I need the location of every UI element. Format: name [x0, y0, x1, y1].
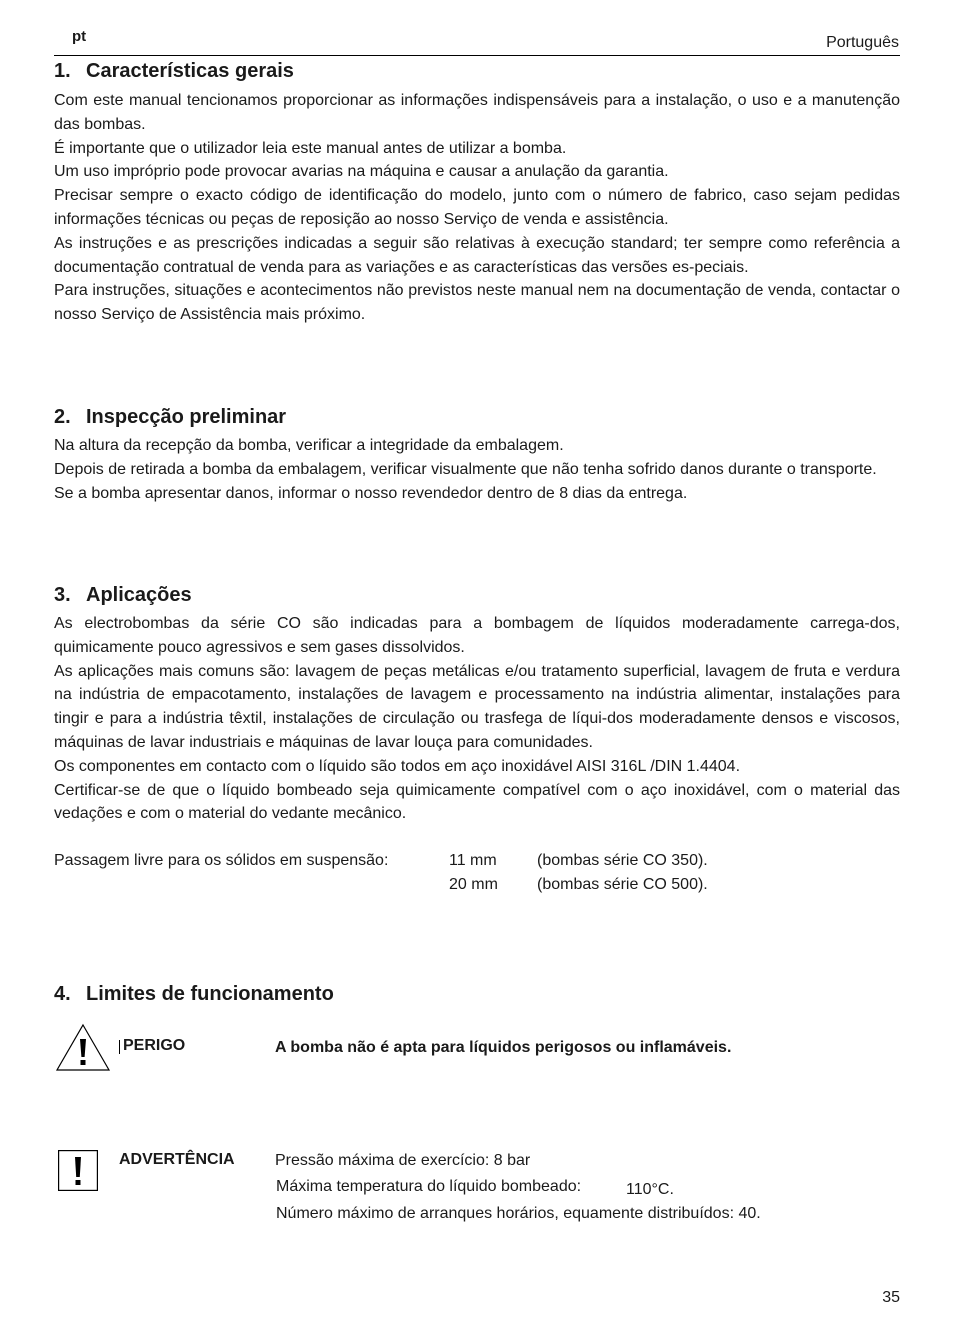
header-rule [54, 55, 900, 56]
section-number: 4. [54, 983, 71, 1005]
warning-exclamation-icon [58, 1150, 98, 1191]
section-1-body [54, 89, 900, 327]
section-title: Limites de funcionamento [86, 983, 334, 1005]
paragraph: As aplicações mais comuns são: lavagem de peças metálicas e/ou tratamento superficial, lavagem de fruta e verdura na indústria de empacotamento, instalações de lavagem e processamento na indústria alimentar, instalações para tingir e para a indústria têxtil, instalações de circulação ou trasfega de líqui-dos moderadamente densos e viscosos, máquinas de lavar industriais e máquinas de lavar louça para comunidades. [54, 662, 900, 751]
paragraph: Na altura da recepção da bomba, verificar a integridade da embalagem. [54, 437, 564, 454]
danger-text: A bomba não é apta para líquidos perigosos ou inflamáveis. [275, 1039, 732, 1056]
passage-note: (bombas série CO 350). [537, 852, 708, 869]
paragraph: As electrobombas da série CO são indicadas para a bombagem de líquidos moderadamente carrega-dos, quimicamente pouco agressivos e sem gases dissolvidos. [54, 615, 900, 656]
section-3-body [54, 612, 900, 826]
danger-triangle-icon [55, 1023, 111, 1072]
paragraph: Para instruções, situações e acontecimentos não previstos neste manual nem na documentação de venda, contactar o nosso Serviço de Assistência mais próximo. [54, 282, 900, 324]
section-title: Aplicações [86, 584, 192, 606]
passage-size: 20 mm [449, 876, 498, 893]
section-2-heading [54, 406, 286, 429]
paragraph: Certificar-se de que o líquido bombeado seja quimicamente compatível com o aço inoxidável, com o material das vedações e com o material do vedante mecânico. [54, 781, 900, 823]
paragraph: É importante que o utilizador leia este manual antes de utilizar a bomba. [54, 139, 567, 157]
section-number: 2. [54, 406, 71, 428]
section-1-heading [54, 60, 294, 83]
paragraph: Depois de retirada a bomba da embalagem, verificar visualmente que não tenha sofrido danos durante o transporte. [54, 460, 877, 478]
passage-label: Passagem livre para os sólidos em suspensão: [54, 852, 389, 869]
danger-label: PERIGO [123, 1037, 186, 1054]
section-number: 3. [54, 584, 71, 606]
warning-label: ADVERTÊNCIA [119, 1151, 235, 1168]
warning-line: Pressão máxima de exercício: 8 bar [275, 1152, 531, 1169]
paragraph: Precisar sempre o exacto código de identificação do modelo, junto com o número de fabrico, caso sejam pedidas informações técnicas ou peças de reposição ao nosso Serviço de venda e assistência. [54, 187, 900, 228]
warning-line: Máxima temperatura do líquido bombeado: [276, 1178, 582, 1195]
paragraph: Os componentes em contacto com o líquido são todos em aço inoxidável AISI 316L /DIN 1.4404. [54, 757, 741, 775]
passage-note: (bombas série CO 500). [537, 876, 708, 893]
passage-size: 11 mm [449, 852, 497, 869]
section-title: Inspecção preliminar [86, 406, 287, 428]
warning-line: Número máximo de arranques horários, equamente distribuídos: 40. [276, 1205, 761, 1222]
section-3-heading [54, 584, 192, 607]
paragraph: Com este manual tencionamos proporcionar as informações indispensáveis para a instalação, o uso e a manutenção das bombas. [54, 92, 900, 133]
warning-temperature-value: 110°C. [626, 1181, 674, 1198]
section-title: Características gerais [86, 60, 294, 82]
section-number: 1. [54, 60, 71, 82]
language-name: Português [826, 34, 899, 51]
danger-label-marker [119, 1040, 120, 1054]
paragraph: As instruções e as prescrições indicadas a seguir são relativas à execução standard; ter sempre como referência a documentação contratual de venda para as variações e as características das versões es-peciais. [54, 234, 900, 276]
paragraph: Se a bomba apresentar danos, informar o nosso revendedor dentro de 8 dias da entrega. [54, 484, 688, 502]
paragraph: Um uso impróprio pode provocar avarias na máquina e causar a anulação da garantia. [54, 163, 669, 181]
section-2-body [54, 434, 900, 505]
language-code: pt [72, 28, 87, 45]
section-4-heading [54, 983, 334, 1006]
page-number: 35 [882, 1289, 900, 1306]
